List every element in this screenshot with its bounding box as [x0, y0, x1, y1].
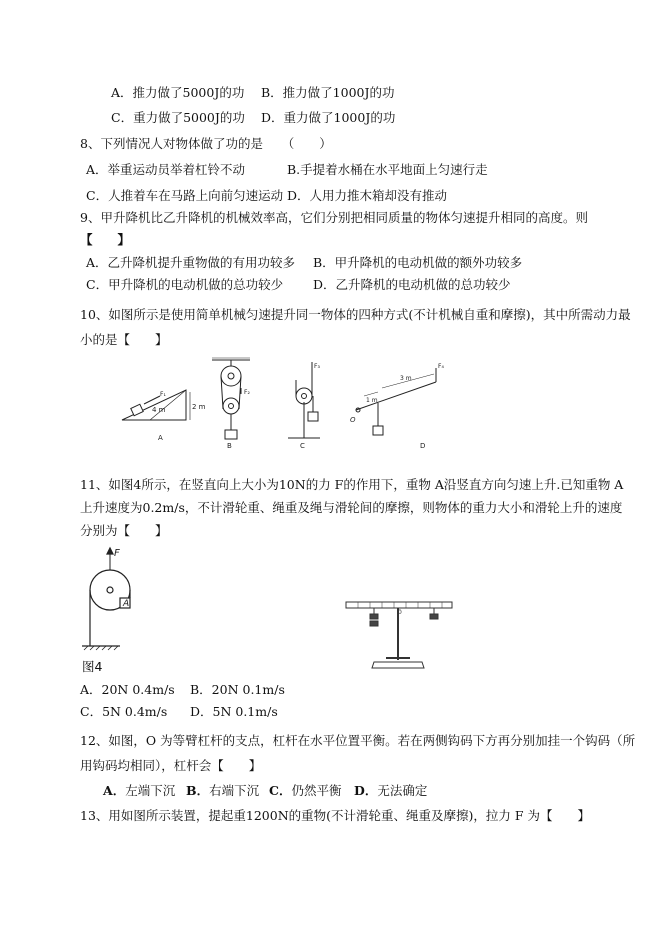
q10-movable-pulley-diagram — [288, 362, 320, 450]
q10-stem-line2: 小的是【 】 — [80, 332, 168, 347]
q8-option-a: A．举重运动员举着杠铃不动 — [86, 162, 246, 177]
q10-label-2m: 2 m — [192, 403, 206, 411]
q10-label-c: C — [300, 442, 305, 450]
q9-option-a: A．乙升降机提升重物做的有用功较多 — [86, 255, 296, 270]
q10-label-f4: F₄ — [438, 363, 444, 370]
q9-stem: 9、甲升降机比乙升降机的机械效率高，它们分别把相同质量的物体匀速提升相同的高度。则 — [80, 210, 588, 225]
q10-incline-diagram — [122, 390, 206, 442]
q10-label-3m: 3 m — [400, 375, 412, 382]
q10-label-f1: F₁ — [160, 391, 166, 398]
q10-pulley-block-diagram — [212, 358, 250, 450]
q12-stem-line1: 12、如图，O 为等臂杠杆的支点，杠杆在水平位置平衡。若在两侧钩码下方再分别加挂一个钩码（所 — [80, 733, 636, 748]
q12-option-a: A．左端下沉 — [103, 783, 176, 798]
q11-option-c: C．5N 0.4m/s — [80, 704, 168, 719]
q11-option-d: D．5N 0.1m/s — [190, 704, 278, 719]
q12-option-b: B．右端下沉 — [186, 783, 260, 798]
q10-label-f3: F₃ — [314, 363, 320, 370]
q10-label-d: D — [420, 442, 426, 450]
q7-option-b: B．推力做了1000J的功 — [261, 85, 395, 100]
q10-label-b: B — [227, 442, 232, 450]
q7-option-c: C．重力做了5000J的功 — [111, 110, 245, 125]
q11-stem-line1: 11、如图4所示，在竖直向上大小为10N的力 F的作用下，重物 A沿竖直方向匀速上升.已知重物 A — [80, 477, 624, 492]
q7-option-d: D．重力做了1000J的功 — [261, 110, 396, 125]
q9-option-d: D．乙升降机的电动机做的总功较少 — [313, 277, 511, 292]
q10-stem-line1: 10、如图所示是使用简单机械匀速提升同一物体的四种方式(不计机械自重和摩擦)，其中所需动力最 — [80, 307, 631, 322]
q13-stem: 13、用如图所示装置，提起重1200N的重物(不计滑轮重、绳重及摩擦)，拉力 F 为【 】 — [80, 808, 591, 823]
q11-stem-line3: 分别为【 】 — [80, 523, 168, 538]
q8-stem: 8、下列情况人对物体做了功的是 （ ） — [80, 136, 332, 151]
q8-option-b: B.手提着水桶在水平地面上匀速行走 — [287, 162, 488, 177]
q11-option-a: A．20N 0.4m/s — [80, 682, 175, 697]
q11-option-b: B．20N 0.1m/s — [190, 682, 285, 697]
q10-label-4m: 4 m — [152, 406, 166, 414]
q10-figure — [120, 354, 450, 450]
q10-label-f2: F₂ — [244, 389, 250, 396]
q12-option-d: D．无法确定 — [354, 783, 428, 798]
q11-figure-caption: 图4 — [82, 659, 103, 674]
q11-pulley-figure — [80, 546, 160, 656]
q12-lever-figure — [340, 596, 460, 676]
q11-stem-line2: 上升速度为0.2m/s，不计滑轮重、绳重及绳与滑轮间的摩擦，则物体的重力大小和滑轮上升的速度 — [80, 500, 623, 515]
q9-option-b: B．甲升降机的电动机做的额外功较多 — [313, 255, 523, 270]
q8-option-c: C．人推着车在马路上向前匀速运动 — [86, 188, 284, 203]
q9-bracket: 【 】 — [80, 232, 131, 247]
q10-lever-diagram — [350, 363, 444, 450]
q11-label-a: A — [123, 599, 130, 609]
q12-option-c: C．仍然平衡 — [269, 783, 342, 798]
q8-option-d: D．人用力推木箱却没有推动 — [287, 188, 448, 203]
q9-option-c: C．甲升降机的电动机做的总功较少 — [86, 277, 284, 292]
q7-option-a: A．推力做了5000J的功 — [111, 85, 245, 100]
q10-label-o: O — [350, 416, 356, 424]
q10-label-a: A — [158, 434, 163, 442]
q12-stem-line2: 用钩码均相同），杠杆会【 】 — [80, 758, 262, 773]
q10-label-1m: 1 m — [366, 397, 378, 404]
q12-lever-zero: 0 — [398, 609, 402, 616]
q11-label-f: F — [114, 548, 120, 559]
